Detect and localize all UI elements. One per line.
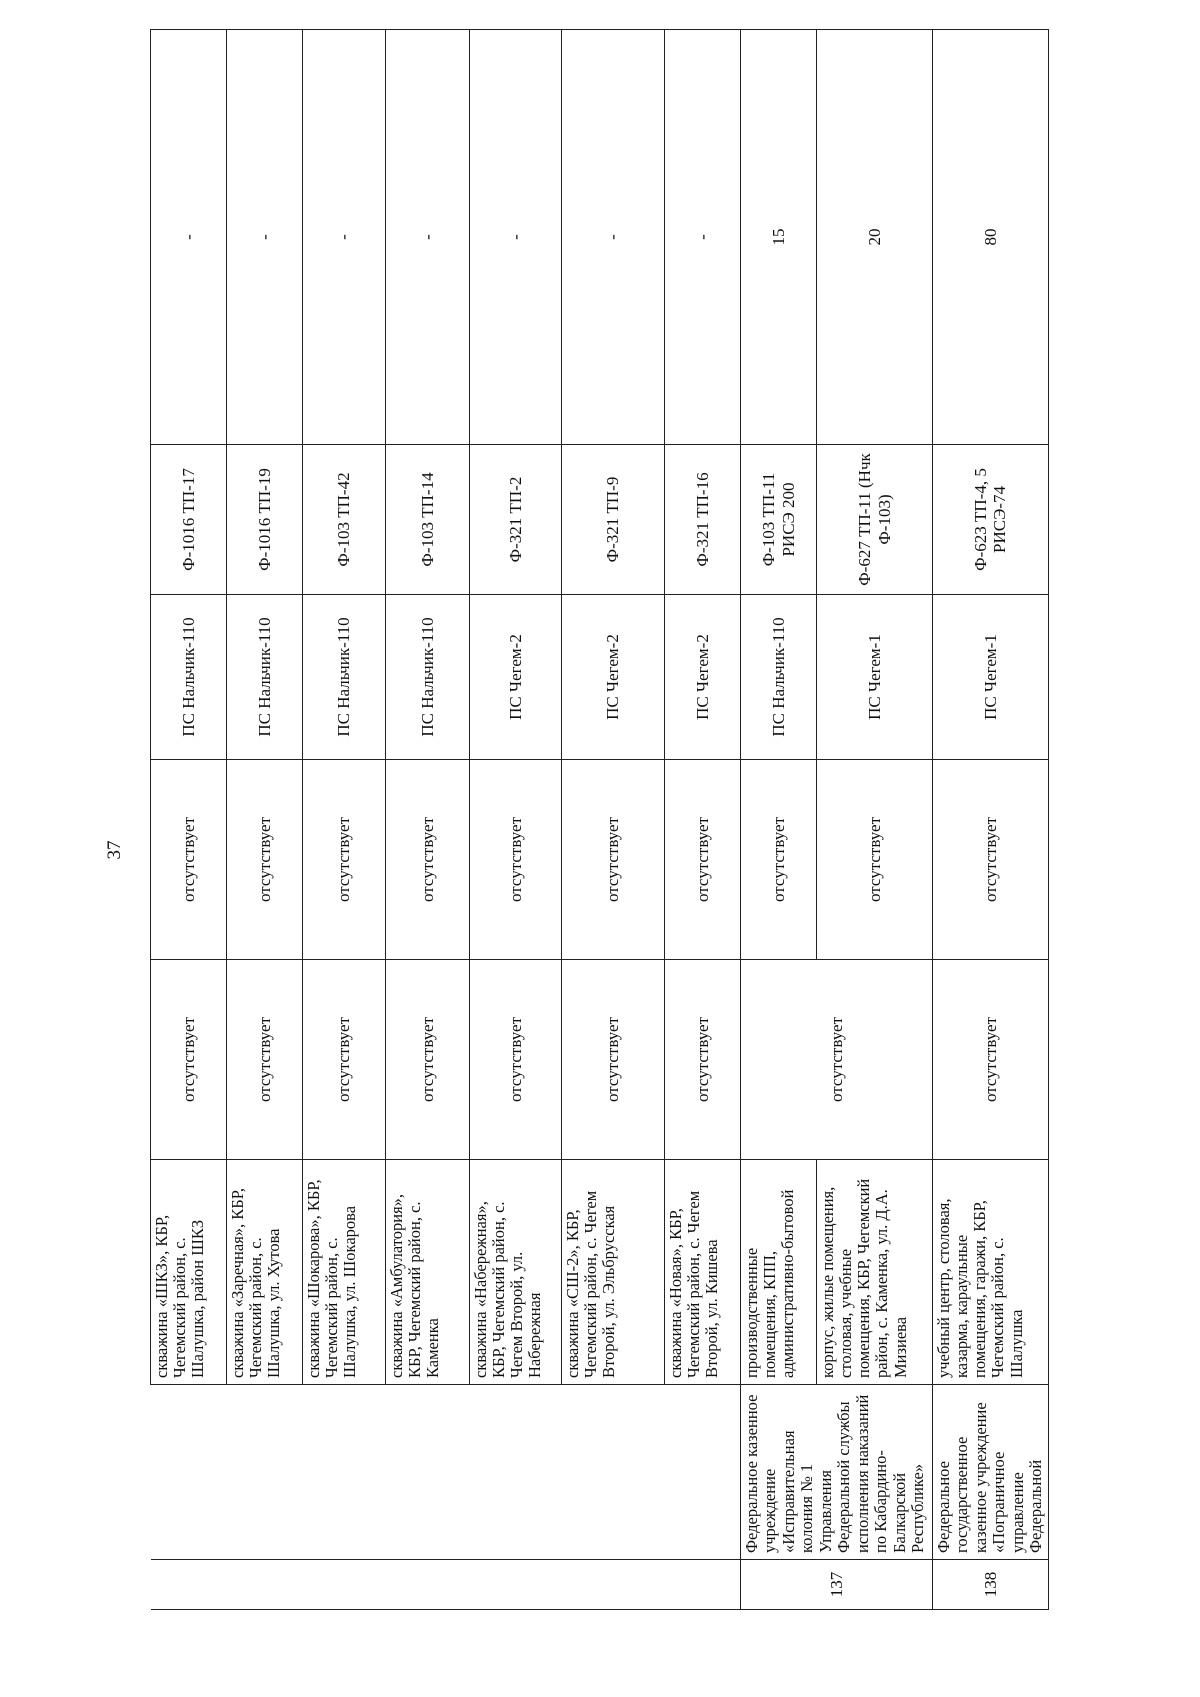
address-cell: учебный центр, столовая, казарма, караульные помещения, гаражи, КБР, Чегемский район, с. Шалушка xyxy=(933,1160,1049,1385)
organization-cell xyxy=(151,1385,741,1560)
substation-cell: ПС Нальчик-110 xyxy=(386,595,470,760)
address-cell: производственные помещения, КПП, административно-бытовой xyxy=(741,1160,817,1385)
status-cell: отсутствует xyxy=(665,960,741,1160)
address-cell: скважина «ШКЗ», КБР, Чегемский район, с. Шалушка, район ШКЗ xyxy=(151,1160,227,1385)
value-cell: - xyxy=(665,30,741,445)
status-cell: отсутствует xyxy=(151,760,227,960)
address-cell: скважина «Заречная», КБР, Чегемский район, с. Шалушка, ул. Хутова xyxy=(227,1160,303,1385)
table-row xyxy=(470,30,562,1610)
substation-cell: ПС Чегем-2 xyxy=(665,595,741,760)
status-cell: отсутствует xyxy=(303,760,386,960)
status-cell: отсутствует xyxy=(933,760,1049,960)
feeder-cell: Ф-103 ТП-11 РИСЭ 200 xyxy=(741,445,817,595)
status-cell: отсутствует xyxy=(386,760,470,960)
status-cell: отсутствует xyxy=(303,960,386,1160)
value-cell: - xyxy=(562,30,665,445)
address-cell: скважина «Набережная», КБР, Чегемский район, с. Чегем Второй, ул. Набережная xyxy=(470,1160,562,1385)
feeder-cell: Ф-1016 ТП-17 xyxy=(151,445,227,595)
status-cell: отсутствует xyxy=(741,960,933,1160)
row-number-cell: 138 xyxy=(933,1560,1049,1610)
address-cell: скважина «Шокарова», КБР, Чегемский район, с. Шалушка, ул. Шокарова xyxy=(303,1160,386,1385)
feeder-cell: Ф-627 ТП-11 (Нчк Ф-103) xyxy=(817,445,933,595)
table-row xyxy=(933,30,1049,1610)
status-cell: отсутствует xyxy=(470,760,562,960)
feeder-cell: Ф-103 ТП-42 xyxy=(303,445,386,595)
status-cell: отсутствует xyxy=(562,960,665,1160)
status-cell: отсутствует xyxy=(227,960,303,1160)
address-cell: скважина «Новая», КБР, Чегемский район, с. Чегем Второй, ул. Кишева xyxy=(665,1160,741,1385)
value-cell: 15 xyxy=(741,30,817,445)
value-cell: 80 xyxy=(933,30,1049,445)
status-cell: отсутствует xyxy=(562,760,665,960)
organization-cell: Федеральное государственное казенное учреждение «Пограничное управление Федеральной xyxy=(933,1385,1049,1560)
table-row xyxy=(386,30,470,1610)
page-number: 37 xyxy=(104,840,125,860)
status-cell: отсутствует xyxy=(665,760,741,960)
feeder-cell: Ф-321 ТП-9 xyxy=(562,445,665,595)
power-supply-table xyxy=(150,29,1049,1610)
rotated-table-wrapper xyxy=(150,30,1046,1610)
substation-cell: ПС Чегем-2 xyxy=(470,595,562,760)
table-row xyxy=(303,30,386,1610)
value-cell: - xyxy=(151,30,227,445)
table-row xyxy=(227,30,303,1610)
address-cell: скважина «Амбулатория», КБР, Чегемский район, с. Каменка xyxy=(386,1160,470,1385)
status-cell: отсутствует xyxy=(386,960,470,1160)
value-cell: - xyxy=(470,30,562,445)
substation-cell: ПС Чегем-1 xyxy=(817,595,933,760)
status-cell: отсутствует xyxy=(817,760,933,960)
substation-cell: ПС Нальчик-110 xyxy=(151,595,227,760)
substation-cell: ПС Нальчик-110 xyxy=(227,595,303,760)
address-cell: корпус, жилые помещения, столовая, учебные помещения, КБР, Чегемский район, с. Каменка, ул. Д.А. Мизиева xyxy=(817,1160,933,1385)
address-cell: скважина «СШ-2», КБР, Чегемский район, с. Чегем Второй, ул. Эльбрусская xyxy=(562,1160,665,1385)
row-number-cell xyxy=(151,1560,741,1610)
substation-cell: ПС Нальчик-110 xyxy=(303,595,386,760)
status-cell: отсутствует xyxy=(227,760,303,960)
feeder-cell: Ф-623 ТП-4, 5 РИСЭ-74 xyxy=(933,445,1049,595)
table-row xyxy=(741,30,817,1610)
feeder-cell: Ф-321 ТП-16 xyxy=(665,445,741,595)
substation-cell: ПС Чегем-2 xyxy=(562,595,665,760)
row-number-cell: 137 xyxy=(741,1560,933,1610)
value-cell: - xyxy=(303,30,386,445)
table-row xyxy=(562,30,665,1610)
status-cell: отсутствует xyxy=(470,960,562,1160)
table-row xyxy=(817,30,933,1610)
substation-cell: ПС Чегем-1 xyxy=(933,595,1049,760)
feeder-cell: Ф-321 ТП-2 xyxy=(470,445,562,595)
feeder-cell: Ф-1016 ТП-19 xyxy=(227,445,303,595)
substation-cell: ПС Нальчик-110 xyxy=(741,595,817,760)
status-cell: отсутствует xyxy=(741,760,817,960)
status-cell: отсутствует xyxy=(933,960,1049,1160)
table-row xyxy=(665,30,741,1610)
organization-cell: Федеральное казенное учреждение «Исправительная колония № 1 Управления Федеральной службы исполнения наказаний по Кабардино-Балкарской Республике» xyxy=(741,1385,933,1560)
value-cell: - xyxy=(227,30,303,445)
value-cell: 20 xyxy=(817,30,933,445)
feeder-cell: Ф-103 ТП-14 xyxy=(386,445,470,595)
status-cell: отсутствует xyxy=(151,960,227,1160)
value-cell: - xyxy=(386,30,470,445)
table-row xyxy=(151,30,227,1610)
